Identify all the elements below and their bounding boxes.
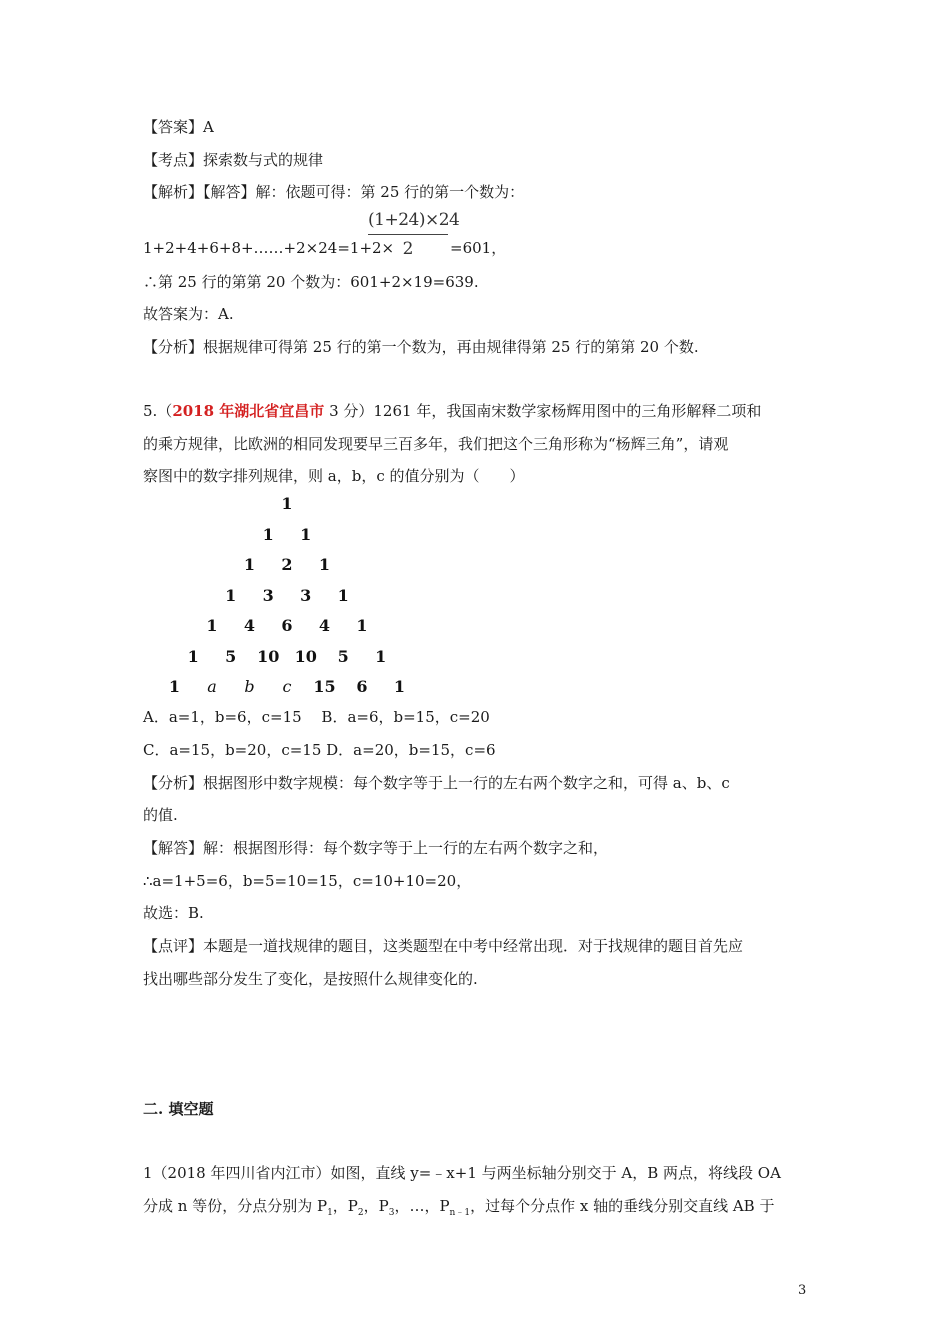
q5-line-1 — [143, 401, 761, 421]
fraction — [368, 208, 460, 261]
triangle-cell: 1 — [168, 677, 181, 696]
q5-comment-1: 【点评】本题是一道找规律的题目，这类题型在中考中经常出现．对于找规律的题目首先应 — [143, 937, 744, 955]
triangle-cell: 1 — [206, 616, 218, 635]
analysis-summary-line: 【分析】根据规律可得第 25 行的第一个数为，再由规律得第 25 行的第第 20 个数. — [143, 338, 699, 356]
triangle-cell: 1 — [356, 616, 368, 635]
triangle-cell: 4 — [243, 616, 256, 635]
q5-number: 5.（ — [143, 402, 173, 420]
triangle-cell: 4 — [318, 616, 331, 635]
q5-line-2: 的乘方规律，比欧洲的相同发现要早三百多年，我们把这个三角形称为“杨辉三角”，请观 — [143, 435, 729, 453]
triangle-cell: 10 — [294, 646, 317, 666]
triangle-cell: 5 — [225, 646, 237, 666]
q5-solution-3: 故选：B. — [143, 904, 204, 922]
conclusion-line: 故答案为：A. — [143, 305, 234, 323]
option-a-b: A．a=1，b=6，c=15 B．a=6，b=15，c=20 — [143, 708, 490, 726]
formula-line-left: 1+2+4+6+8+……+2×24=1+2× — [143, 239, 395, 257]
triangle-cell: a — [207, 677, 217, 696]
fill-q1-line-2: 分成 n 等份，分点分别为 $P_1$，$P_2$，$P_3$，…，$P_{n﹣1}$，过每个分点作 x 轴的垂线分别交直线 AB 于 — [143, 1197, 775, 1218]
triangle-cell: 5 — [337, 646, 349, 666]
triangle-cell: 6 — [356, 677, 368, 696]
section-title: 二. 填空题 — [143, 1100, 214, 1118]
triangle-cell: c — [282, 677, 292, 696]
answer-line: 【答案】A — [143, 118, 214, 136]
triangle-cell: 2 — [281, 555, 293, 574]
result-line: ∴第 25 行的第第 20 个数为：601+2×19=639. — [143, 273, 479, 291]
option-c-d: C．a=15，b=20，c=15 D．a=20，b=15，c=6 — [143, 741, 496, 759]
triangle-cell: 1 — [225, 585, 237, 605]
q5-solution-2: ∴a=1+5=6，b=5=10=15，c=10+10=20， — [143, 872, 472, 890]
topic-line: 【考点】探索数与式的规律 — [143, 151, 324, 169]
triangle-cell: 1 — [262, 524, 274, 544]
triangle-cell: 15 — [313, 677, 336, 696]
triangle-cell: 10 — [257, 646, 280, 666]
q5-text: 3 分）1261 年，我国南宋数学家杨辉用图中的三角形解释二项和 — [324, 402, 762, 420]
q5-comment-2: 找出哪些部分发生了变化，是按照什么规律变化的. — [143, 970, 478, 988]
triangle-cell: 1 — [243, 555, 256, 574]
triangle-cell: 1 — [187, 646, 199, 666]
triangle-cell: 3 — [262, 585, 274, 605]
triangle-cell: 1 — [318, 555, 331, 574]
fraction-denominator: 2 — [402, 239, 414, 259]
formula-line-right: =601， — [450, 239, 507, 257]
fraction-bar — [368, 234, 448, 235]
page-number: 3 — [798, 1283, 807, 1298]
fill-q1-line-1: 1（2018 年四川省内江市）如图，直线 y=﹣x+1 与两坐标轴分别交于 A，B 两点，将线段 OA — [143, 1164, 781, 1182]
q5-line-3: 察图中的数字排列规律，则 a，b，c 的值分别为（ ） — [143, 467, 525, 485]
q5-source: 2018 年湖北省宜昌市 — [172, 402, 325, 420]
triangle-cell: 1 — [393, 677, 406, 696]
fraction-numerator: (1+24)×24 — [368, 210, 460, 230]
triangle-cell: 6 — [281, 616, 293, 635]
triangle-cell: 1 — [300, 524, 312, 544]
triangle-cell: 1 — [375, 646, 387, 666]
triangle-cell: 1 — [281, 494, 293, 513]
q5-analysis-1: 【分析】根据图形中数字规模：每个数字等于上一行的左右两个数字之和，可得 a、b、c — [143, 774, 730, 792]
q5-solution-1: 【解答】解：根据图形得：每个数字等于上一行的左右两个数字之和， — [143, 839, 609, 857]
triangle-cell: 3 — [300, 585, 312, 605]
q5-analysis-2: 的值. — [143, 806, 178, 824]
analysis-line: 【解析】【解答】解：依题可得：第 25 行的第一个数为： — [143, 183, 525, 201]
triangle-cell: b — [244, 677, 255, 696]
triangle-cell: 1 — [337, 585, 349, 605]
